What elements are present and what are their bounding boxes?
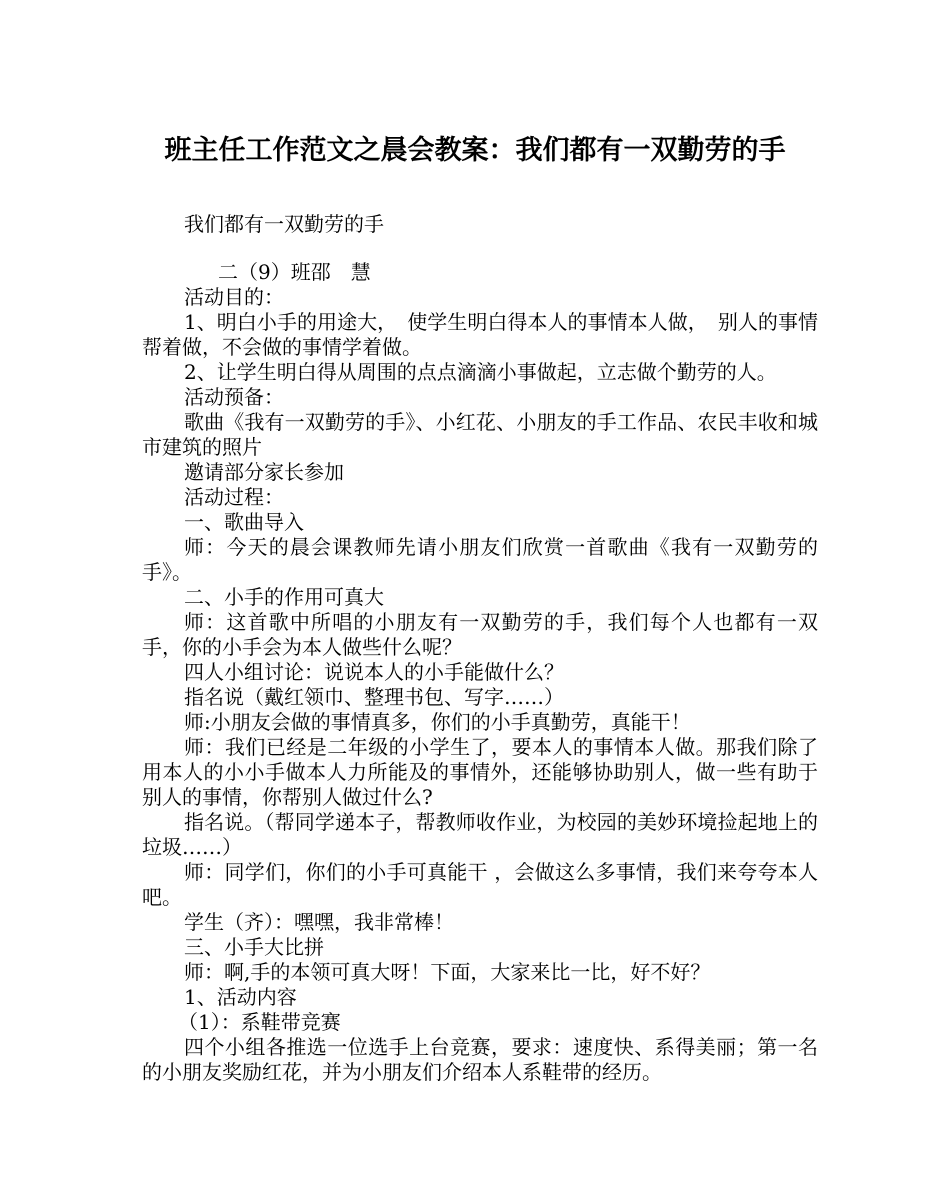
author-line: 二（9）班邵 慧: [218, 260, 371, 284]
paragraph: 师:小朋友会做的事情真多，你们的小手真勤劳，真能干！: [184, 710, 691, 734]
document-title: 班主任工作范文之晨会教案：我们都有一双勤劳的手: [164, 135, 786, 166]
section-heading: 活动目的：: [184, 285, 284, 309]
section-heading: 二、小手的作用可真大: [184, 585, 384, 609]
paragraph: 师：这首歌中所唱的小朋友有一双勤劳的手，我们每个人也都有一双手，你的小手会为本人做些什么呢？: [142, 610, 818, 659]
section-heading: 1、活动内容: [184, 985, 297, 1009]
paragraph: 学生（齐）：嘿嘿，我非常棒！: [184, 910, 454, 934]
paragraph: 指名说（戴红领巾、整理书包、写字……）: [184, 685, 564, 709]
section-heading: 活动过程：: [184, 485, 284, 509]
paragraph: 四个小组各推选一位选手上台竞赛，要求：速度快、系得美丽；第一名的小朋友奖励红花，并为小朋友们介绍本人系鞋带的经历。: [142, 1035, 818, 1084]
paragraph: 指名说。（帮同学递本子，帮教师收作业，为校园的美妙环境捡起地上的垃圾……）: [142, 810, 818, 859]
paragraph: 师：啊,手的本领可真大呀！下面，大家来比一比，好不好？: [184, 960, 711, 984]
section-heading: 三、小手大比拼: [184, 935, 324, 959]
paragraph: 2、让学生明白得从周围的点点滴滴小事做起，立志做个勤劳的人。: [184, 360, 777, 384]
document-body: [142, 260, 818, 1085]
paragraph: 邀请部分家长参加: [184, 460, 344, 484]
section-heading: 活动预备：: [184, 385, 284, 409]
document-subtitle: 我们都有一双勤劳的手: [184, 212, 384, 236]
paragraph: 师：同学们，你们的小手可真能干 ，会做这么多事情，我们来夸夸本人吧。: [142, 860, 818, 909]
paragraph: 师：今天的晨会课教师先请小朋友们欣赏一首歌曲《我有一双勤劳的手》。: [142, 535, 818, 584]
paragraph: 1、明白小手的用途大， 使学生明白得本人的事情本人做， 别人的事情帮着做，不会做的事情学着做。: [142, 310, 818, 359]
paragraph: 歌曲《我有一双勤劳的手》、小红花、小朋友的手工作品、农民丰收和城市建筑的照片: [142, 410, 818, 459]
sub-heading: （1）：系鞋带竞赛: [178, 1010, 341, 1034]
paragraph: 四人小组讨论：说说本人的小手能做什么？: [184, 660, 564, 684]
paragraph: 师：我们已经是二年级的小学生了，要本人的事情本人做。那我们除了用本人的小小手做本人力所能及的事情外，还能够协助别人，做一些有助于别人的事情，你帮别人做过什么?: [142, 735, 818, 809]
section-heading: 一、歌曲导入: [184, 510, 304, 534]
